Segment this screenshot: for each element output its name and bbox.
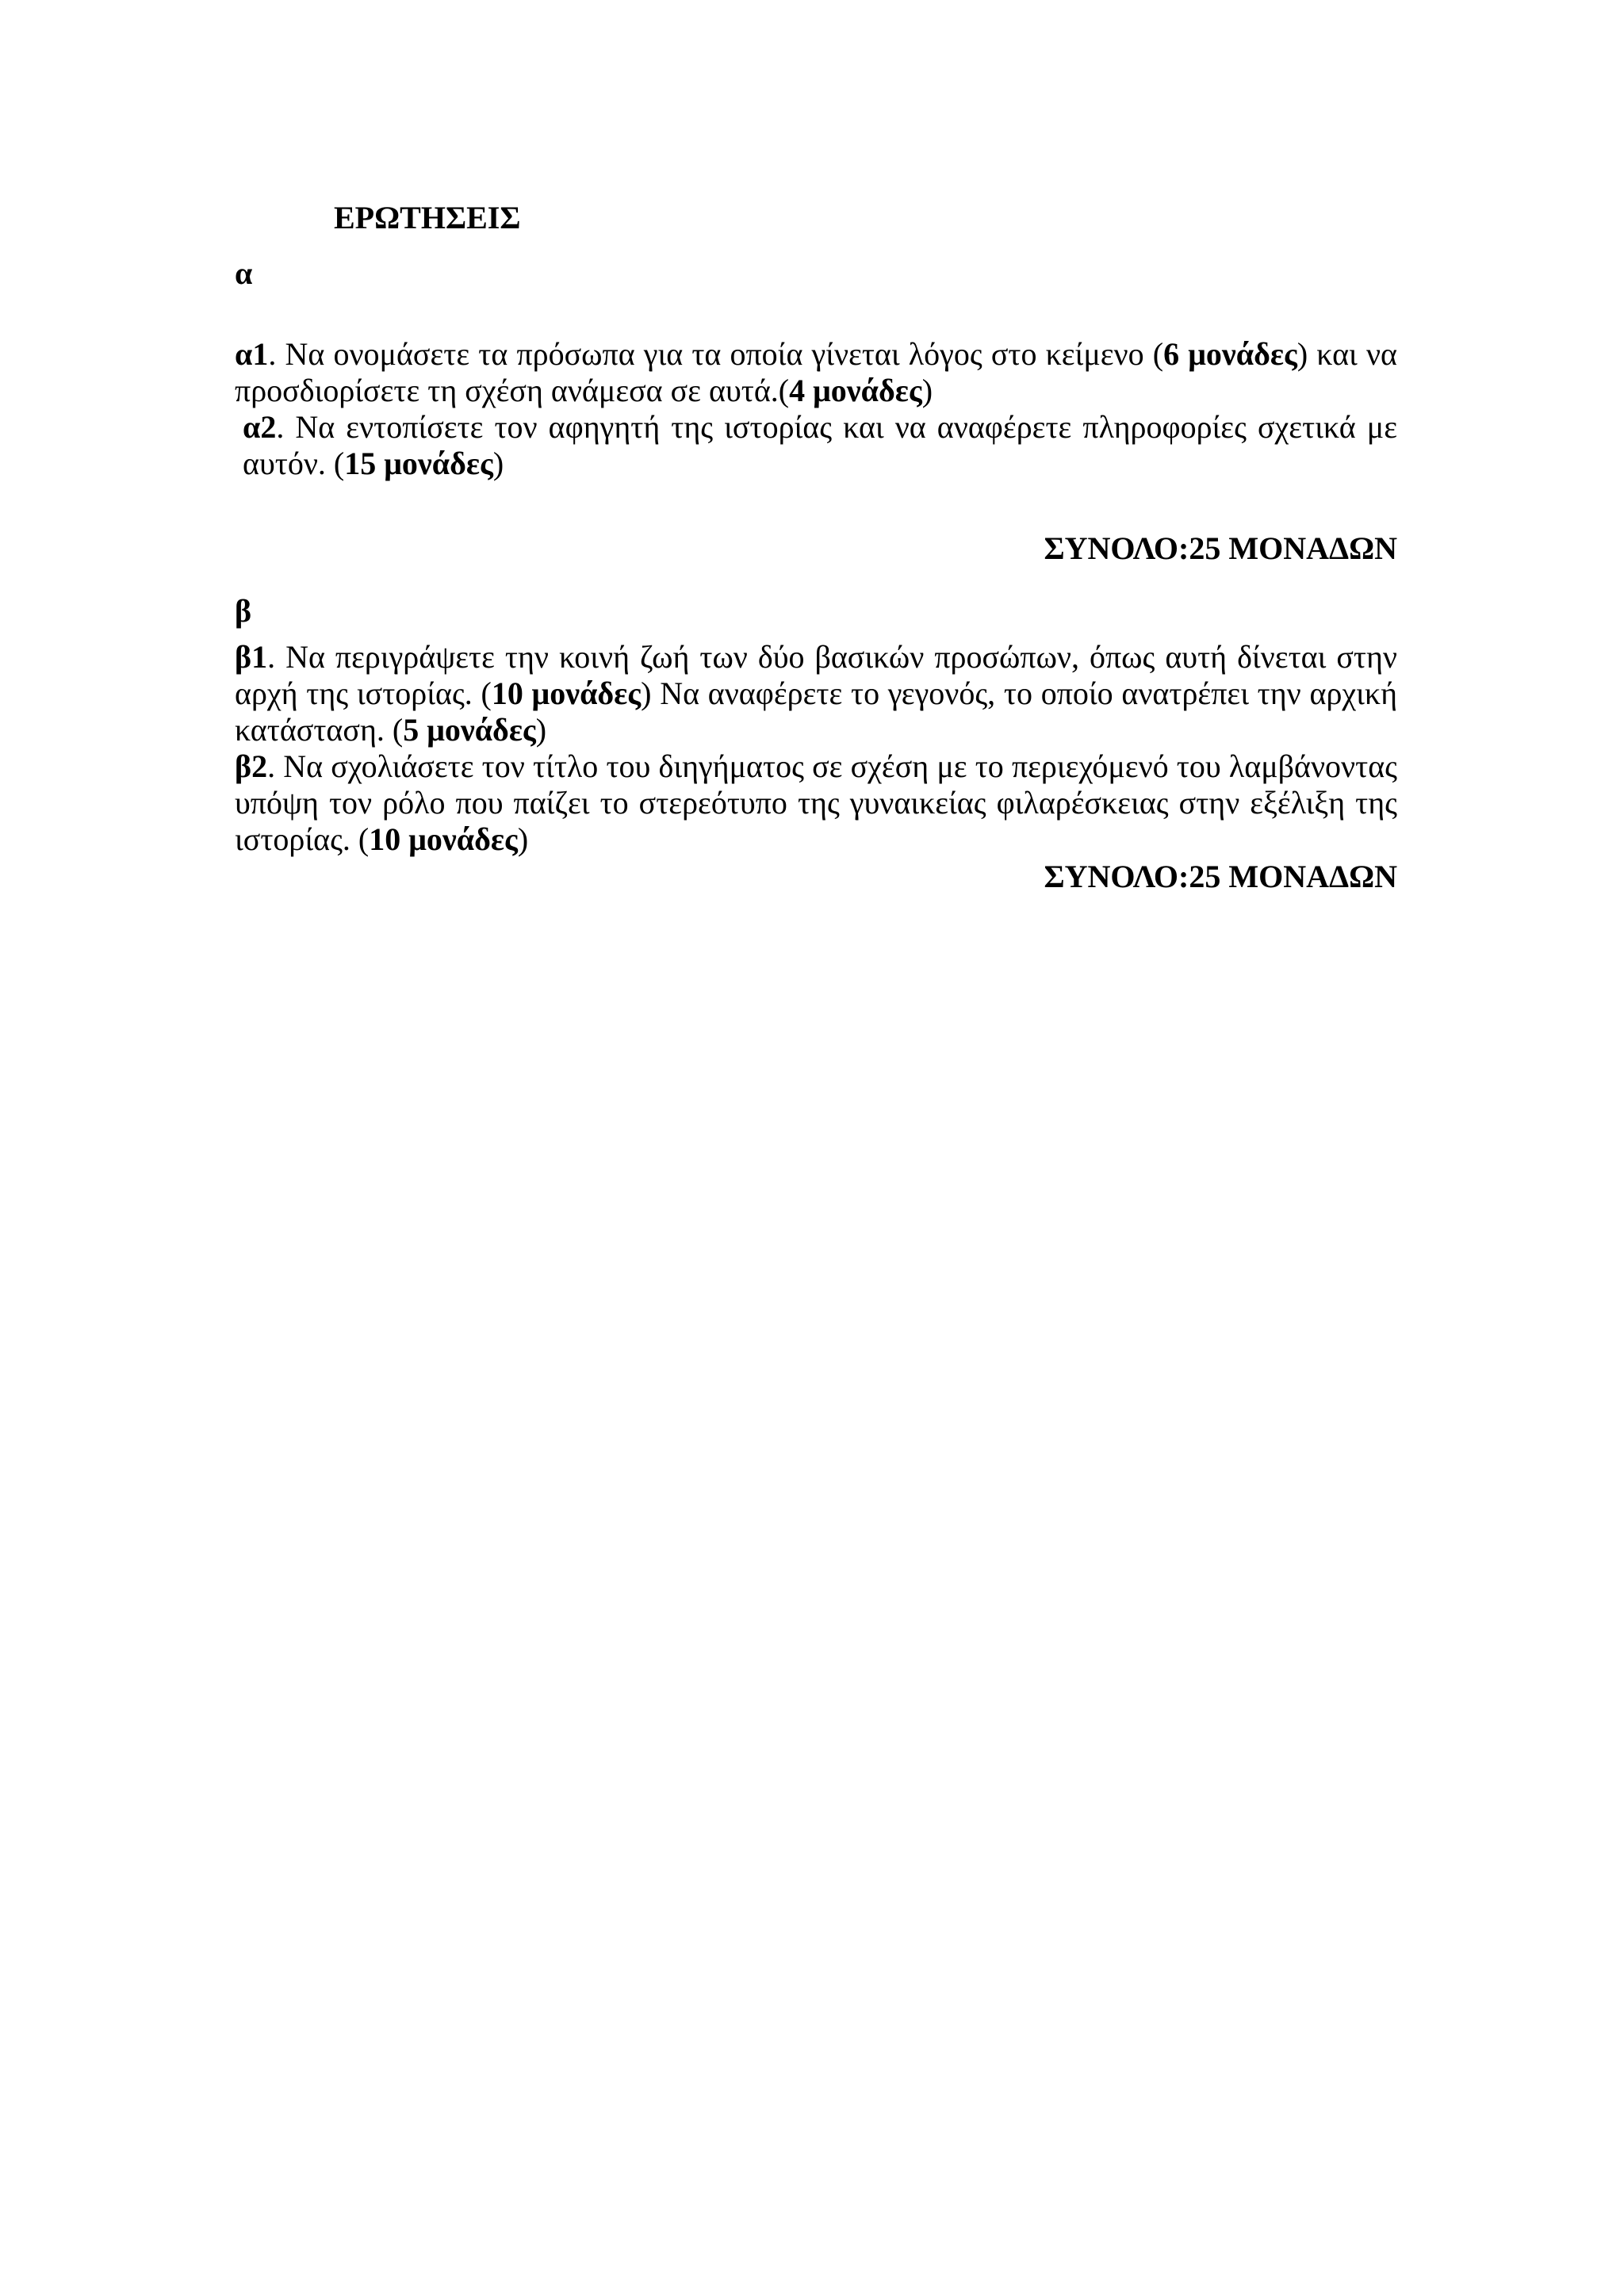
points: 15 μονάδες	[344, 446, 493, 481]
question-label: α1	[235, 336, 269, 372]
points: 6 μονάδες	[1163, 336, 1297, 372]
section-b-letter: β	[235, 593, 252, 629]
question-text: )	[535, 712, 547, 748]
question-text: )	[492, 446, 504, 481]
spacer	[235, 482, 1397, 530]
question-a2	[235, 409, 1397, 482]
question-text: )	[517, 821, 529, 857]
points: 10 μονάδες	[369, 821, 518, 857]
question-text: . Να σχολιάσετε τον τίτλο του διηγήματος σε σχέση με το περιεχόμενό του λαμβάνοντας υπόψη τον ρόλο που παίζει το στερεότυπο της γυναικείας φιλαρέσκειας στην εξέλιξη της ιστορίας. (	[235, 748, 1397, 857]
question-text: . Να ονομάσετε τα πρόσωπα για τα οποία γίνεται λόγος στο κείμενο (	[268, 336, 1164, 372]
points: 4 μονάδες	[789, 373, 922, 408]
question-text: ) Να αναφέρετε το γεγονός, το οποίο ανατρέπει την αρχική κατάσταση. (	[235, 675, 1397, 748]
spacer	[235, 568, 1397, 584]
section-a-total: ΣΥΝΟΛΟ:25 ΜΟΝΑΔΩΝ	[1044, 530, 1397, 566]
section-a-letter: α	[235, 255, 253, 291]
question-a1	[235, 336, 1397, 409]
question-b1	[235, 639, 1397, 748]
question-label: β2	[235, 748, 268, 784]
question-text: ) και να προσδιορίσετε τη σχέση ανάμεσα σε αυτά.(	[235, 336, 1397, 408]
points: 10 μονάδες	[491, 675, 642, 711]
question-label: β1	[235, 639, 268, 675]
question-b2	[235, 748, 1397, 858]
questions-heading: ΕΡΩΤΗΣΕΙΣ	[334, 200, 521, 235]
question-label: α2	[243, 409, 277, 445]
question-text: . Να εντοπίσετε τον αφηγητή της ιστορίας και να αναφέρετε πληροφορίες σχετικά με αυτόν. (	[243, 409, 1397, 481]
section-b-total: ΣΥΝΟΛΟ:25 ΜΟΝΑΔΩΝ	[1044, 859, 1397, 894]
document-body	[235, 190, 1397, 896]
points: 5 μονάδες	[403, 712, 536, 748]
question-text: . Να περιγράψετε την κοινή ζωή των δύο βασικών προσώπων, όπως αυτή δίνεται στην αρχή της ιστορίας. (	[235, 639, 1397, 711]
question-text: )	[921, 373, 933, 408]
spacer	[235, 301, 1397, 336]
